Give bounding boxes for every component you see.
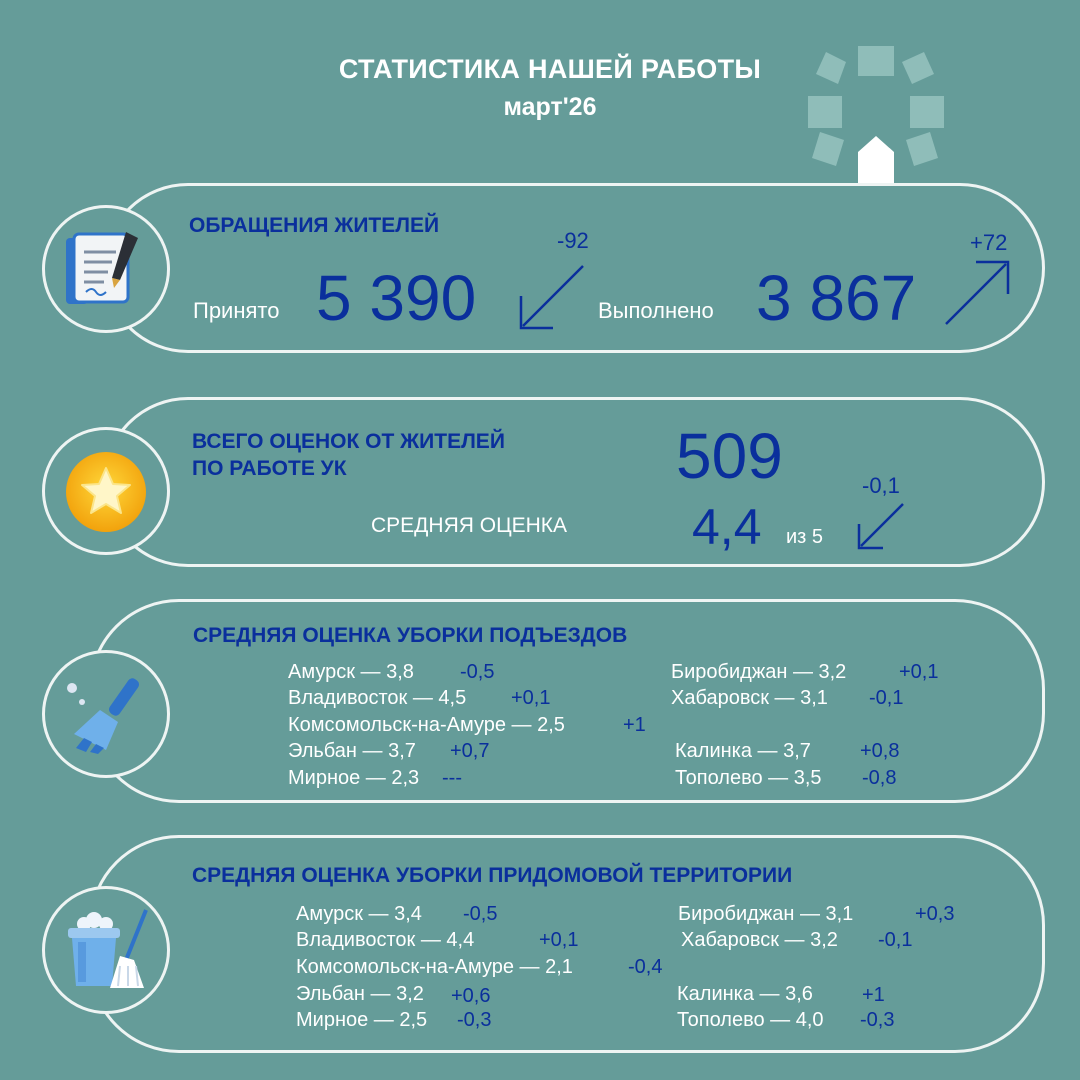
territory-item-0-delta: -0,5 [463, 903, 498, 925]
territory-item-4-delta: -0,3 [457, 1009, 492, 1031]
territory-item-1-text: Владивосток — 4,4 [296, 929, 475, 951]
entrances-item-8-delta: -0,8 [862, 767, 897, 789]
territory-item-8-text: Тополево — 4,0 [677, 1009, 824, 1031]
done-label: Выполнено [598, 298, 714, 323]
entrances-item-2-delta: +1 [623, 714, 646, 736]
notepad-pen-icon [64, 228, 148, 312]
done-value: 3 867 [756, 262, 917, 334]
entrances-item-0-delta: -0,5 [460, 661, 495, 683]
territory-item-2-delta: -0,4 [628, 956, 663, 978]
entrances-item-5-delta: +0,1 [899, 661, 939, 683]
entrances-item-7-delta: +0,8 [860, 740, 900, 762]
page-title: СТАТИСТИКА НАШЕЙ РАБОТЫ [338, 54, 762, 84]
broom-icon [62, 672, 148, 756]
entrances-item-4-delta: --- [442, 767, 462, 789]
entrances-item-3-text: Эльбан — 3,7 [288, 740, 416, 762]
avg-suffix: из 5 [786, 526, 824, 548]
entrances-item-8-text: Тополево — 3,5 [675, 767, 822, 789]
territory-heading: СРЕДНЯЯ ОЦЕНКА УБОРКИ ПРИДОМОВОЙ ТЕРРИТОРИИ [192, 864, 793, 887]
ratings-heading-line2: ПО РАБОТЕ УК [192, 457, 347, 480]
territory-item-6-text: Хабаровск — 3,2 [681, 929, 838, 951]
territory-item-2-text: Комсомольск-на-Амуре — 2,1 [296, 956, 573, 978]
territory-item-7-text: Калинка — 3,6 [677, 983, 813, 1005]
ratings-total: 509 [676, 420, 783, 492]
page-subtitle: март'26 [503, 93, 597, 121]
received-value: 5 390 [316, 262, 477, 334]
avg-delta: -0,1 [862, 473, 900, 498]
entrances-item-5-text: Биробиджан — 3,2 [671, 661, 847, 683]
entrances-item-0-text: Амурск — 3,8 [288, 661, 414, 683]
territory-item-0-text: Амурск — 3,4 [296, 903, 422, 925]
entrances-item-6-delta: -0,1 [869, 687, 904, 709]
territory-item-4-text: Мирное — 2,5 [296, 1009, 428, 1031]
entrances-item-6-text: Хабаровск — 3,1 [671, 687, 828, 709]
territory-item-5-text: Биробиджан — 3,1 [678, 903, 854, 925]
done-delta: +72 [970, 230, 1008, 255]
territory-item-7-delta: +1 [862, 984, 885, 1006]
appeals-heading: ОБРАЩЕНИЯ ЖИТЕЛЕЙ [189, 214, 440, 237]
avg-label: СРЕДНЯЯ ОЦЕНКА [371, 514, 568, 537]
received-label: Принято [193, 298, 280, 323]
house-logo-icon [806, 44, 946, 184]
entrances-heading: СРЕДНЯЯ ОЦЕНКА УБОРКИ ПОДЪЕЗДОВ [193, 624, 628, 647]
entrances-item-4-text: Мирное — 2,3 [288, 767, 420, 789]
arrow-down-left-icon [855, 500, 907, 552]
territory-item-5-delta: +0,3 [915, 903, 955, 925]
entrances-item-1-text: Владивосток — 4,5 [288, 687, 467, 709]
avg-value: 4,4 [692, 499, 762, 555]
territory-item-3-delta: +0,6 [451, 985, 491, 1007]
arrow-down-left-icon [515, 262, 587, 332]
entrances-item-3-delta: +0,7 [450, 740, 490, 762]
entrances-item-7-text: Калинка — 3,7 [675, 740, 811, 762]
received-delta: -92 [557, 228, 589, 253]
entrances-item-1-delta: +0,1 [511, 687, 551, 709]
entrances-item-2-text: Комсомольск-на-Амуре — 2,5 [288, 714, 565, 736]
territory-item-3-text: Эльбан — 3,2 [296, 983, 424, 1005]
star-icon [64, 450, 148, 534]
arrow-up-right-icon [942, 258, 1014, 328]
territory-item-8-delta: -0,3 [860, 1009, 895, 1031]
bucket-mop-icon [64, 906, 148, 994]
territory-item-6-delta: -0,1 [878, 929, 913, 951]
ratings-heading-line1: ВСЕГО ОЦЕНОК ОТ ЖИТЕЛЕЙ [192, 430, 505, 453]
territory-item-1-delta: +0,1 [539, 929, 579, 951]
